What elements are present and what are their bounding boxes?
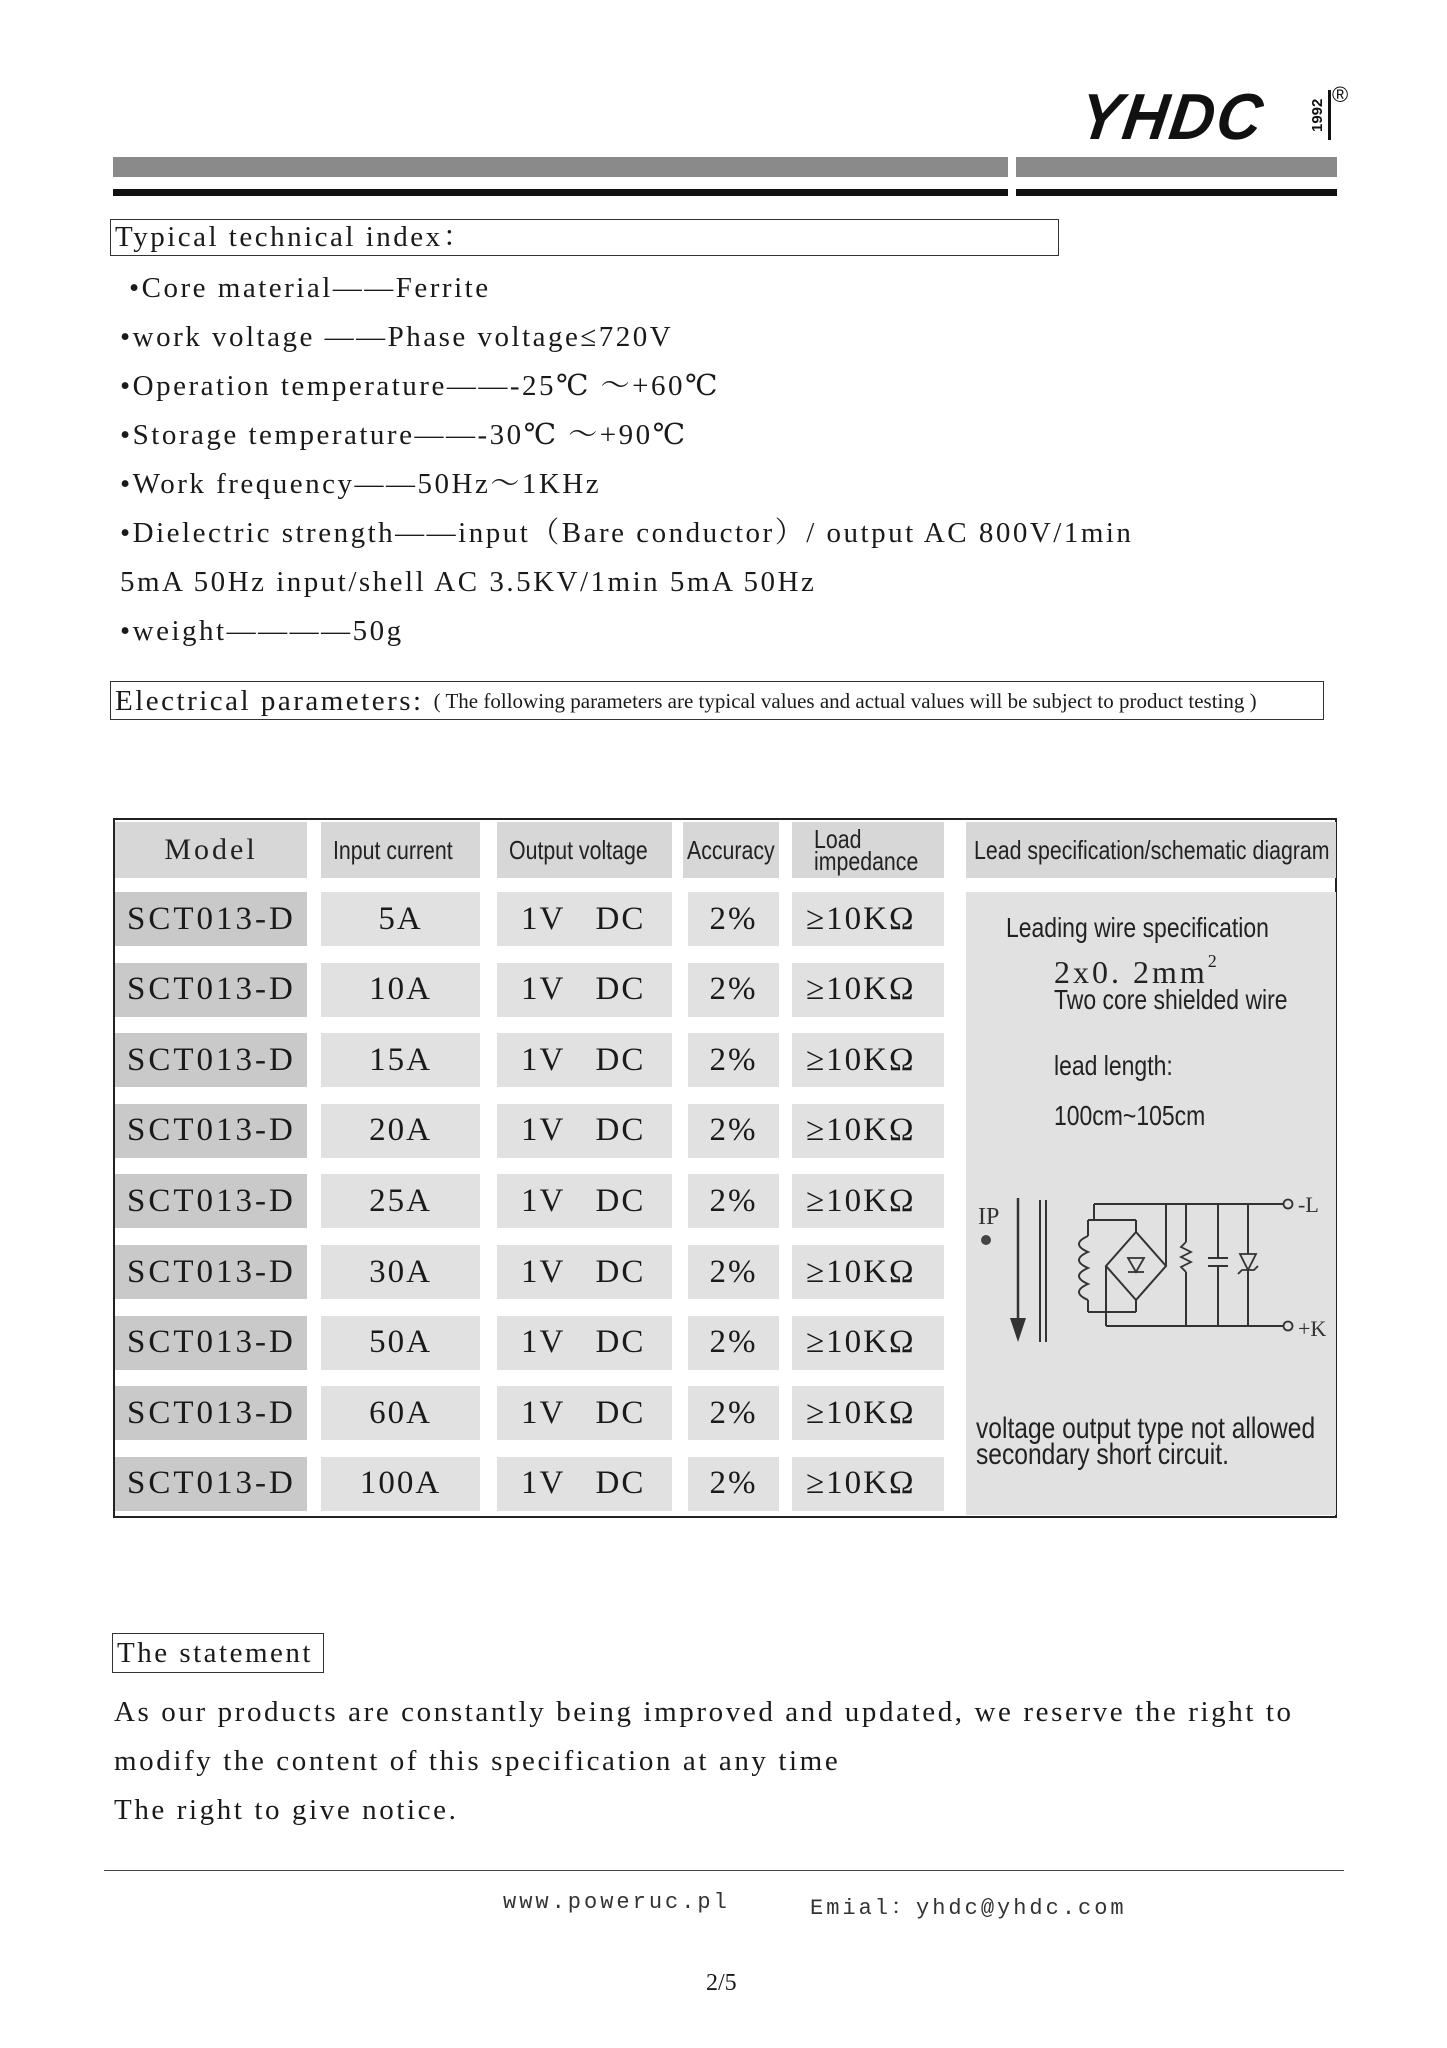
ip-label: IP <box>978 1204 1000 1230</box>
lead-length-value: 100cm~105cm <box>1054 1100 1206 1131</box>
cell-model: SCT013-D <box>115 1174 307 1228</box>
header-rule-left <box>113 189 1008 196</box>
lead-spec-panel <box>966 892 1336 1515</box>
cell-input-current: 25A <box>321 1174 480 1228</box>
page-number: 2/5 <box>706 1970 737 1996</box>
cell-model: SCT013-D <box>115 1245 307 1299</box>
header-accuracy: Accuracy <box>683 822 779 878</box>
electrical-note: ( The following parameters are typical values and actual values will be subject to product testing ) <box>433 688 1257 713</box>
spec-dielectric-strength-cont: 5mA 50Hz input/shell AC 3.5KV/1min 5mA 50Hz <box>120 566 817 598</box>
cell-output-voltage: 1V DC <box>497 1386 672 1440</box>
header-output-voltage: Output voltage <box>497 822 672 878</box>
cell-output-voltage: 1V DC <box>497 1457 672 1511</box>
cell-accuracy: 2% <box>688 963 779 1017</box>
cell-load-impedance: ≥10KΩ <box>792 892 944 946</box>
cell-accuracy: 2% <box>688 1457 779 1511</box>
spec-core-material: •Core material——Ferrite <box>129 272 491 304</box>
statement-heading: The statement <box>112 1633 324 1673</box>
cell-accuracy: 2% <box>688 1245 779 1299</box>
cell-input-current: 10A <box>321 963 480 1017</box>
cell-input-current: 20A <box>321 1104 480 1158</box>
footer-email[interactable]: Emial：yhdc@yhdc.com <box>810 1896 1127 1921</box>
header-bar-left <box>113 157 1008 177</box>
neg-terminal-label: -L <box>1298 1192 1319 1217</box>
cell-output-voltage: 1V DC <box>497 1033 672 1087</box>
cell-output-voltage: 1V DC <box>497 1316 672 1370</box>
header-load-impedance: Load impedance <box>792 822 944 878</box>
pos-terminal-label: +K <box>1298 1316 1327 1341</box>
logo-year: 1992 <box>1308 90 1331 140</box>
cell-accuracy: 2% <box>688 1033 779 1087</box>
cell-load-impedance: ≥10KΩ <box>792 1386 944 1440</box>
spec-operation-temp: •Operation temperature——-25℃ ～+60℃ <box>120 370 720 402</box>
spec-storage-temp: •Storage temperature——-30℃ ～+90℃ <box>120 419 688 451</box>
footer-rule <box>104 1870 1344 1871</box>
schematic-diagram <box>966 1192 1336 1352</box>
cell-load-impedance: ≥10KΩ <box>792 1245 944 1299</box>
cell-input-current: 5A <box>321 892 480 946</box>
cell-model: SCT013-D <box>115 1033 307 1087</box>
tech-heading: Typical technical index： <box>110 219 1059 256</box>
ip-dot <box>981 1235 991 1245</box>
cell-load-impedance: ≥10KΩ <box>792 1033 944 1087</box>
warning-line-1: voltage output type not allowed <box>976 1412 1316 1445</box>
statement-line-2: modify the content of this specification at any time <box>114 1745 841 1777</box>
header-input-current: Input current <box>321 822 480 878</box>
cell-load-impedance: ≥10KΩ <box>792 1104 944 1158</box>
header-rule-right <box>1016 189 1337 196</box>
cell-input-current: 60A <box>321 1386 480 1440</box>
cell-output-voltage: 1V DC <box>497 963 672 1017</box>
spec-weight: •weight————50g <box>120 615 404 647</box>
spec-work-frequency: •Work frequency——50Hz～1KHz <box>120 468 602 500</box>
cell-output-voltage: 1V DC <box>497 1174 672 1228</box>
brand-logo <box>1074 81 1350 154</box>
cell-model: SCT013-D <box>115 1457 307 1511</box>
cell-input-current: 30A <box>321 1245 480 1299</box>
lead-length-label: lead length: <box>1054 1050 1173 1081</box>
registered-mark: ® <box>1332 82 1349 107</box>
warning-line-2: secondary short circuit. <box>976 1438 1229 1471</box>
spec-dielectric-strength: •Dielectric strength——input（Bare conductor）/ output AC 800V/1min <box>120 517 1134 549</box>
cell-accuracy: 2% <box>688 1104 779 1158</box>
spec-work-voltage: •work voltage ——Phase voltage≤720V <box>120 321 674 353</box>
cell-input-current: 100A <box>321 1457 480 1511</box>
cell-load-impedance: ≥10KΩ <box>792 1316 944 1370</box>
cell-model: SCT013-D <box>115 1104 307 1158</box>
cell-load-impedance: ≥10KΩ <box>792 963 944 1017</box>
cell-model: SCT013-D <box>115 892 307 946</box>
cell-model: SCT013-D <box>115 1386 307 1440</box>
cell-accuracy: 2% <box>688 1316 779 1370</box>
cell-output-voltage: 1V DC <box>497 1104 672 1158</box>
cell-output-voltage: 1V DC <box>497 1245 672 1299</box>
statement-line-3: The right to give notice. <box>114 1794 459 1826</box>
electrical-heading: Electrical parameters: ( The following parameters are typical values and actual values will be subject to product testing ) <box>110 681 1324 720</box>
cell-accuracy: 2% <box>688 892 779 946</box>
statement-line-1: As our products are constantly being improved and updated, we reserve the right to <box>114 1696 1294 1728</box>
cell-accuracy: 2% <box>688 1386 779 1440</box>
cell-accuracy: 2% <box>688 1174 779 1228</box>
header-bar-right <box>1016 157 1337 177</box>
cell-input-current: 15A <box>321 1033 480 1087</box>
footer-website[interactable]: www.poweruc.pl <box>503 1890 730 1915</box>
cell-load-impedance: ≥10KΩ <box>792 1174 944 1228</box>
wire-size: 2x0. $2mm^2$ <box>1054 951 1220 990</box>
header-lead-spec: Lead specification/schematic diagram <box>966 822 1336 878</box>
cell-load-impedance: ≥10KΩ <box>792 1457 944 1511</box>
cell-model: SCT013-D <box>115 1316 307 1370</box>
cell-output-voltage: 1V DC <box>497 892 672 946</box>
cell-input-current: 50A <box>321 1316 480 1370</box>
logo-wordmark: YHDC <box>1074 81 1269 154</box>
lead-title: Leading wire specification <box>1006 912 1269 943</box>
wire-type: Two core shielded wire <box>1054 984 1288 1015</box>
header-model: Model <box>115 822 307 878</box>
cell-model: SCT013-D <box>115 963 307 1017</box>
